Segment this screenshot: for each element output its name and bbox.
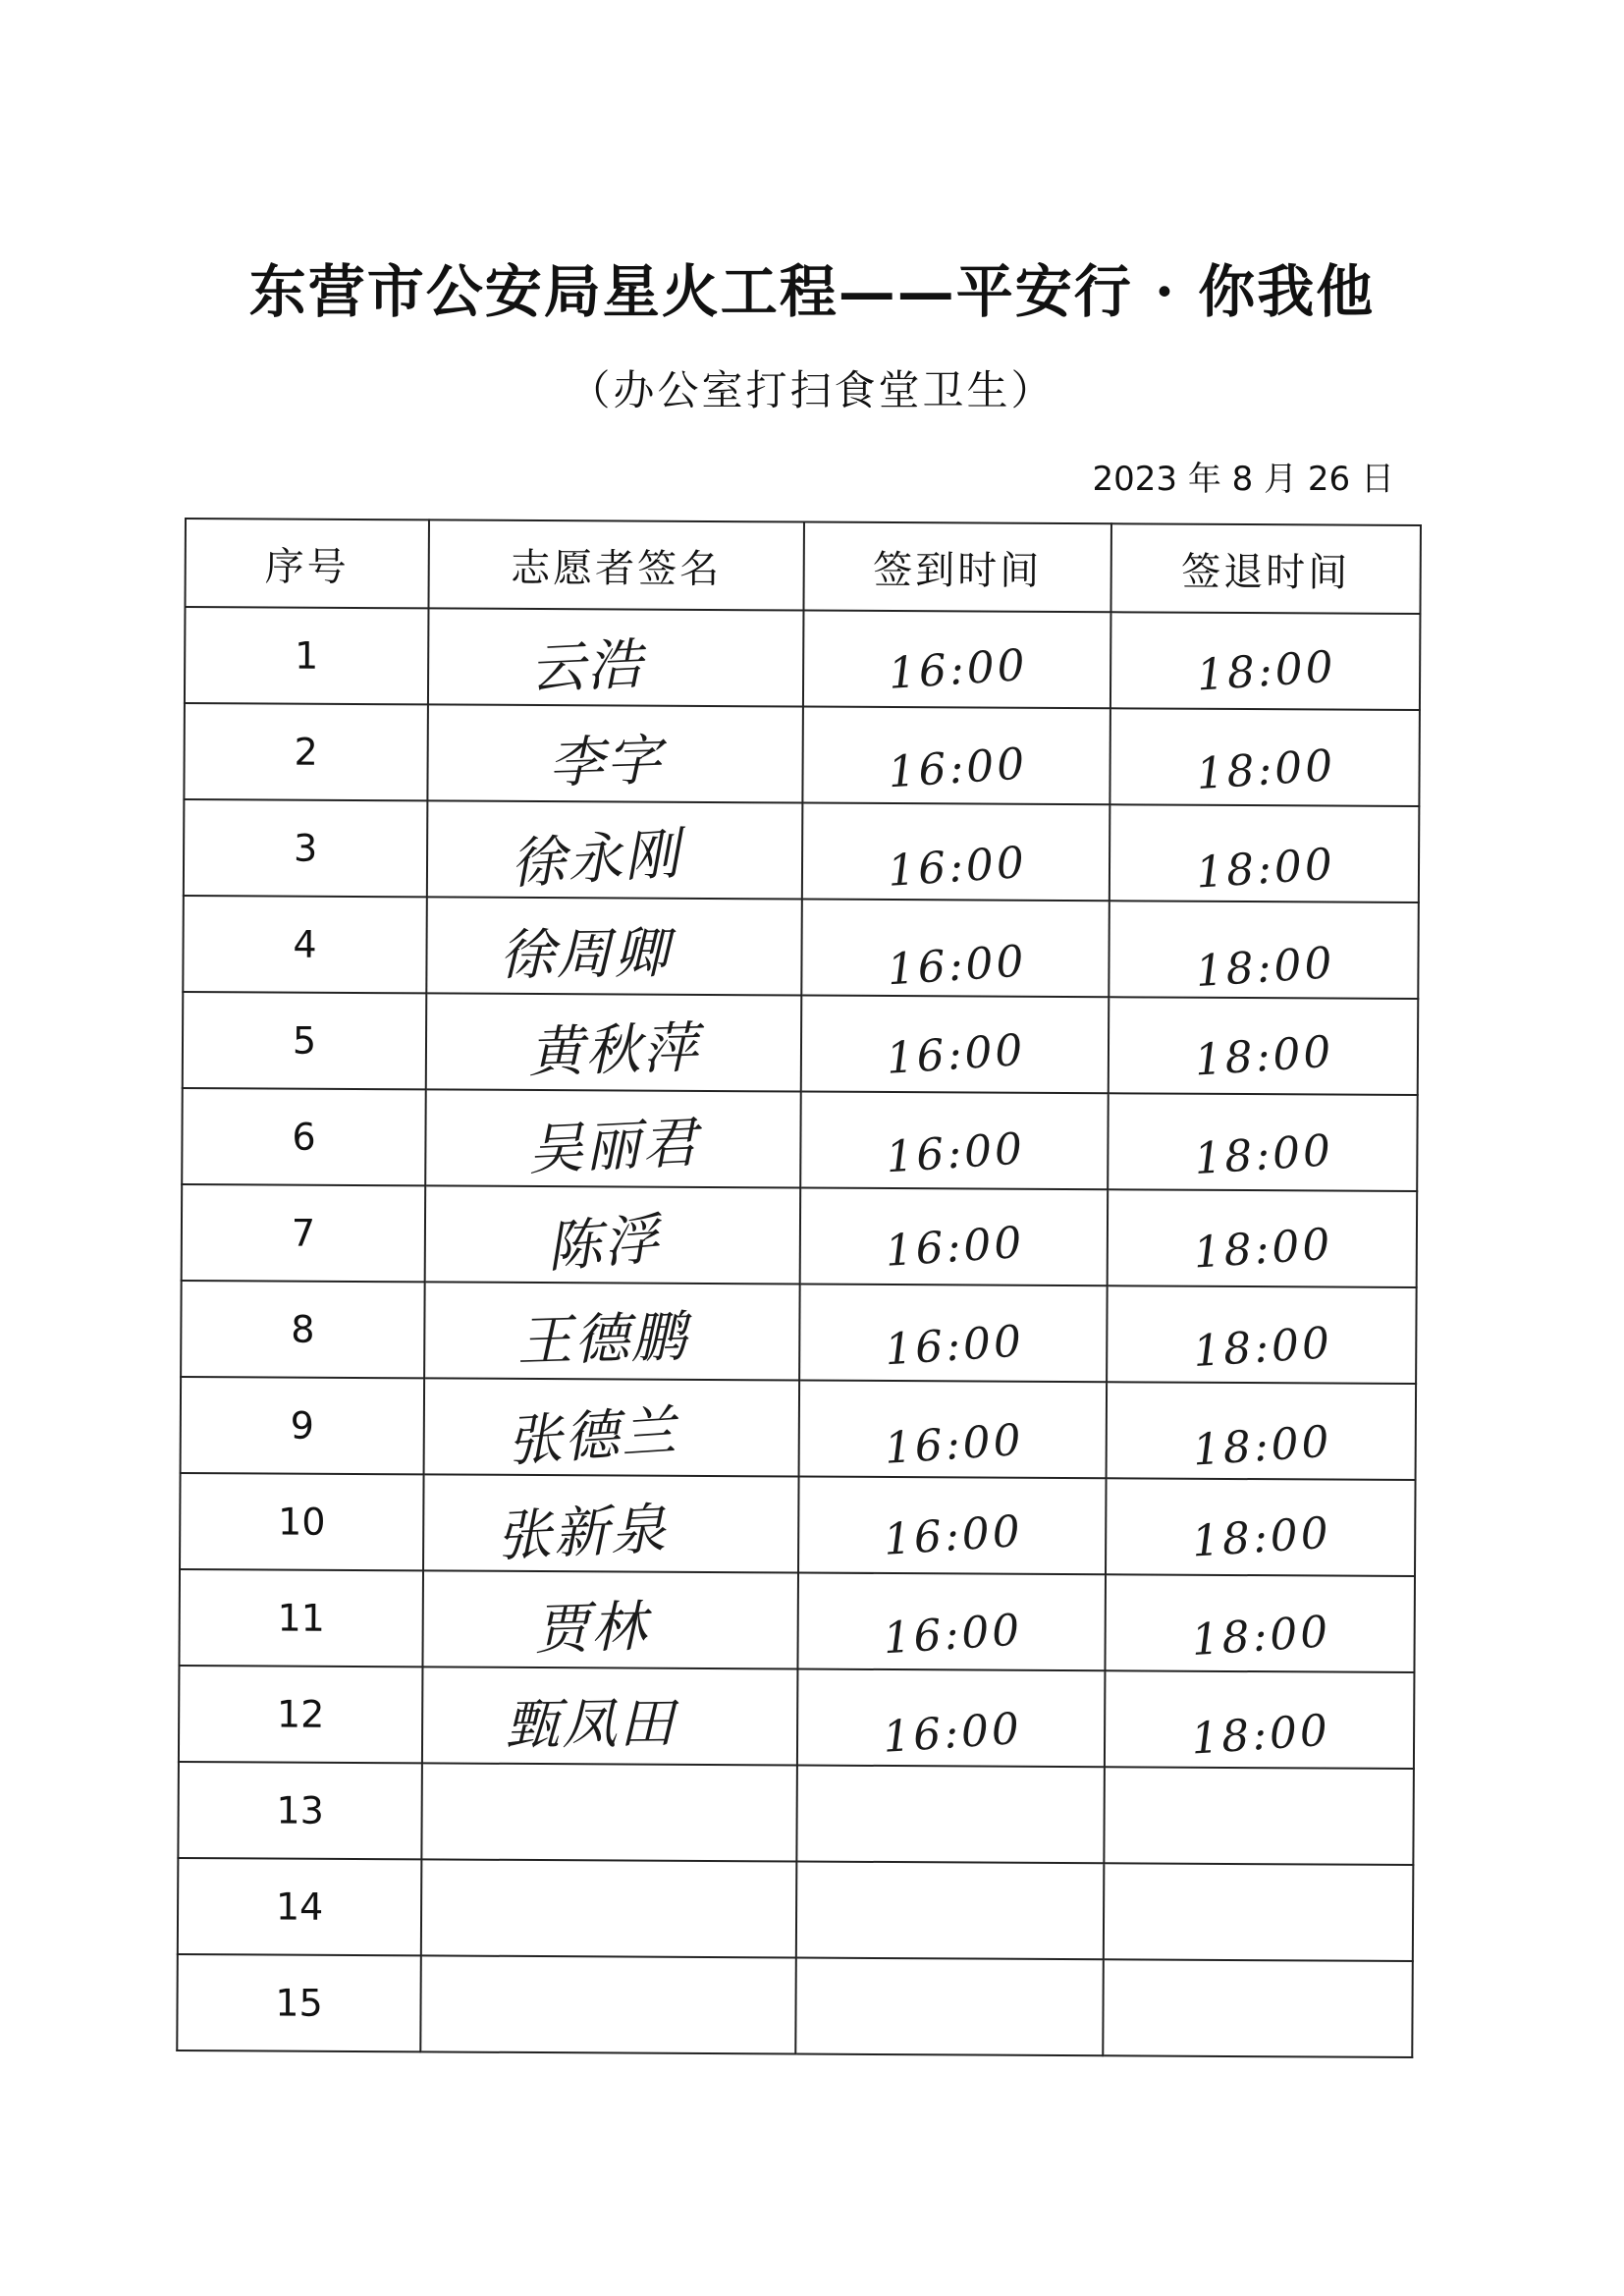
sign-in-time-cell bbox=[802, 803, 1110, 902]
sign-in-time-cell bbox=[800, 1188, 1109, 1286]
row-serial-number: 10 bbox=[180, 1473, 424, 1570]
volunteer-signature: 王德鹏 bbox=[515, 1305, 689, 1375]
sign-in-time-cell bbox=[799, 1381, 1108, 1479]
sign-out-time: 18:00 bbox=[1191, 1317, 1334, 1377]
row-serial-number: 2 bbox=[184, 703, 428, 800]
volunteer-signature-cell bbox=[427, 800, 803, 899]
sign-out-time-cell bbox=[1108, 1093, 1418, 1191]
sign-out-time-cell bbox=[1109, 901, 1419, 999]
sign-out-time-cell bbox=[1109, 997, 1419, 1095]
sign-out-time-cell bbox=[1107, 1285, 1417, 1384]
sign-out-time: 18:00 bbox=[1194, 839, 1336, 899]
sign-in-time: 16:00 bbox=[882, 1505, 1024, 1565]
document-title: 东营市公安局星火工程——平安行 · 你我他 bbox=[248, 258, 1376, 325]
sign-out-time-cell bbox=[1103, 1959, 1413, 2057]
sign-out-time-cell bbox=[1110, 708, 1420, 806]
volunteer-signature-cell bbox=[428, 608, 804, 706]
volunteer-signature-cell bbox=[422, 1570, 798, 1668]
table-row bbox=[181, 1281, 1417, 1384]
document-date: 2023 年 8 月 26 日 bbox=[1092, 460, 1394, 499]
header-serial-number: 序号 bbox=[185, 519, 428, 608]
table-row bbox=[179, 1569, 1415, 1672]
row-serial-number: 14 bbox=[178, 1858, 422, 1955]
volunteer-signature: 云浩 bbox=[528, 632, 646, 702]
sign-in-time-cell bbox=[795, 1958, 1104, 2056]
sign-in-time-cell bbox=[796, 1766, 1105, 1864]
sign-in-time-cell bbox=[799, 1285, 1108, 1383]
sign-out-time-cell bbox=[1110, 804, 1420, 902]
volunteer-signature-cell bbox=[425, 1185, 801, 1284]
volunteer-signature: 甄凤田 bbox=[504, 1691, 677, 1758]
table-row bbox=[185, 607, 1421, 710]
row-serial-number: 6 bbox=[182, 1088, 426, 1185]
sign-out-time: 18:00 bbox=[1193, 937, 1336, 997]
row-serial-number: 12 bbox=[179, 1666, 423, 1763]
sign-out-time: 18:00 bbox=[1190, 1416, 1333, 1476]
header-sign-in-time: 签到时间 bbox=[803, 522, 1110, 613]
volunteer-signature: 陈浮 bbox=[544, 1207, 664, 1281]
sign-in-table bbox=[176, 518, 1422, 2058]
sign-in-time-cell bbox=[800, 1092, 1109, 1190]
sign-in-time: 16:00 bbox=[884, 1122, 1027, 1182]
volunteer-signature-cell bbox=[426, 993, 802, 1091]
table-header-row bbox=[185, 519, 1420, 614]
volunteer-signature: 徐周卿 bbox=[499, 921, 672, 988]
row-serial-number: 8 bbox=[181, 1281, 425, 1378]
table-row bbox=[178, 1762, 1414, 1865]
sign-in-time-cell bbox=[797, 1669, 1106, 1768]
row-serial-number: 11 bbox=[179, 1569, 423, 1667]
sign-out-time: 18:00 bbox=[1191, 1219, 1334, 1279]
sign-out-time-cell bbox=[1104, 1863, 1414, 1961]
sign-out-time-cell bbox=[1105, 1574, 1415, 1672]
sign-out-time-cell bbox=[1110, 612, 1421, 710]
sign-in-time: 16:00 bbox=[881, 1604, 1024, 1664]
sign-out-time: 18:00 bbox=[1189, 1705, 1332, 1765]
sign-in-time: 16:00 bbox=[881, 1703, 1024, 1763]
volunteer-signature-cell bbox=[423, 1474, 799, 1572]
row-serial-number: 7 bbox=[182, 1184, 426, 1282]
sign-in-time-cell bbox=[803, 611, 1111, 709]
table-row bbox=[178, 1858, 1414, 1961]
table-body bbox=[177, 607, 1420, 2057]
volunteer-signature-cell bbox=[421, 1859, 797, 1957]
sign-in-time-cell bbox=[798, 1477, 1107, 1575]
sign-in-time: 16:00 bbox=[886, 639, 1029, 699]
table-row bbox=[184, 799, 1420, 902]
sign-in-time-cell bbox=[802, 707, 1110, 805]
sign-out-time: 18:00 bbox=[1192, 1026, 1335, 1086]
volunteer-signature: 黄秋萍 bbox=[527, 1015, 701, 1085]
sign-out-time: 18:00 bbox=[1194, 739, 1337, 799]
volunteer-signature: 贾林 bbox=[533, 1595, 649, 1663]
document-subtitle: （办公室打扫食堂卫生） bbox=[568, 366, 1056, 414]
table-row bbox=[184, 703, 1420, 806]
sign-out-time: 18:00 bbox=[1192, 1124, 1335, 1184]
table-row bbox=[182, 1184, 1418, 1287]
sign-out-time-cell bbox=[1107, 1382, 1417, 1480]
table-row bbox=[182, 1088, 1418, 1191]
row-serial-number: 15 bbox=[177, 1954, 421, 2051]
volunteer-signature-cell bbox=[424, 1282, 800, 1380]
row-serial-number: 1 bbox=[185, 607, 429, 704]
sign-in-time: 16:00 bbox=[886, 738, 1029, 797]
header-volunteer-signature: 志愿者签名 bbox=[428, 519, 803, 610]
sign-in-time-cell bbox=[801, 900, 1110, 998]
volunteer-signature: 吴丽君 bbox=[526, 1111, 701, 1183]
sign-out-time-cell bbox=[1104, 1767, 1414, 1865]
volunteer-signature-cell bbox=[427, 704, 803, 802]
volunteer-signature-cell bbox=[421, 1763, 797, 1861]
table-row bbox=[183, 896, 1419, 999]
volunteer-signature: 徐永刚 bbox=[508, 822, 683, 898]
volunteer-signature: 张新泉 bbox=[495, 1497, 670, 1569]
sign-in-time: 16:00 bbox=[882, 1414, 1025, 1474]
sign-out-time: 18:00 bbox=[1194, 641, 1337, 701]
table-row bbox=[179, 1666, 1415, 1769]
sign-in-time: 16:00 bbox=[883, 1217, 1026, 1277]
table-row bbox=[181, 1377, 1417, 1480]
sign-in-time: 16:00 bbox=[885, 935, 1028, 995]
sign-in-time: 16:00 bbox=[886, 837, 1028, 897]
volunteer-signature-cell bbox=[424, 1378, 800, 1476]
sign-out-time: 18:00 bbox=[1190, 1507, 1332, 1567]
sign-out-time-cell bbox=[1106, 1478, 1416, 1576]
sign-in-time-cell bbox=[797, 1573, 1106, 1671]
sign-in-time-cell bbox=[801, 996, 1110, 1094]
header-sign-out-time: 签退时间 bbox=[1110, 523, 1420, 614]
volunteer-signature-cell bbox=[426, 897, 802, 995]
row-serial-number: 13 bbox=[178, 1762, 422, 1859]
row-serial-number: 5 bbox=[183, 992, 427, 1089]
sign-out-time-cell bbox=[1105, 1670, 1415, 1769]
row-serial-number: 3 bbox=[184, 799, 428, 897]
sign-out-time-cell bbox=[1108, 1189, 1418, 1287]
volunteer-signature: 张德兰 bbox=[505, 1399, 680, 1475]
sign-in-time-cell bbox=[796, 1862, 1105, 1960]
table-row bbox=[177, 1954, 1413, 2057]
sign-in-time: 16:00 bbox=[884, 1024, 1027, 1084]
table-row bbox=[180, 1473, 1416, 1576]
volunteer-signature: 李字 bbox=[547, 729, 664, 796]
sign-out-time: 18:00 bbox=[1189, 1606, 1332, 1666]
volunteer-signature-cell bbox=[422, 1667, 798, 1765]
volunteer-signature-cell bbox=[425, 1089, 801, 1187]
row-serial-number: 4 bbox=[183, 896, 427, 993]
sign-in-time: 16:00 bbox=[883, 1315, 1026, 1375]
row-serial-number: 9 bbox=[181, 1377, 425, 1474]
volunteer-signature-cell bbox=[420, 1955, 796, 2053]
table-row bbox=[183, 992, 1419, 1095]
